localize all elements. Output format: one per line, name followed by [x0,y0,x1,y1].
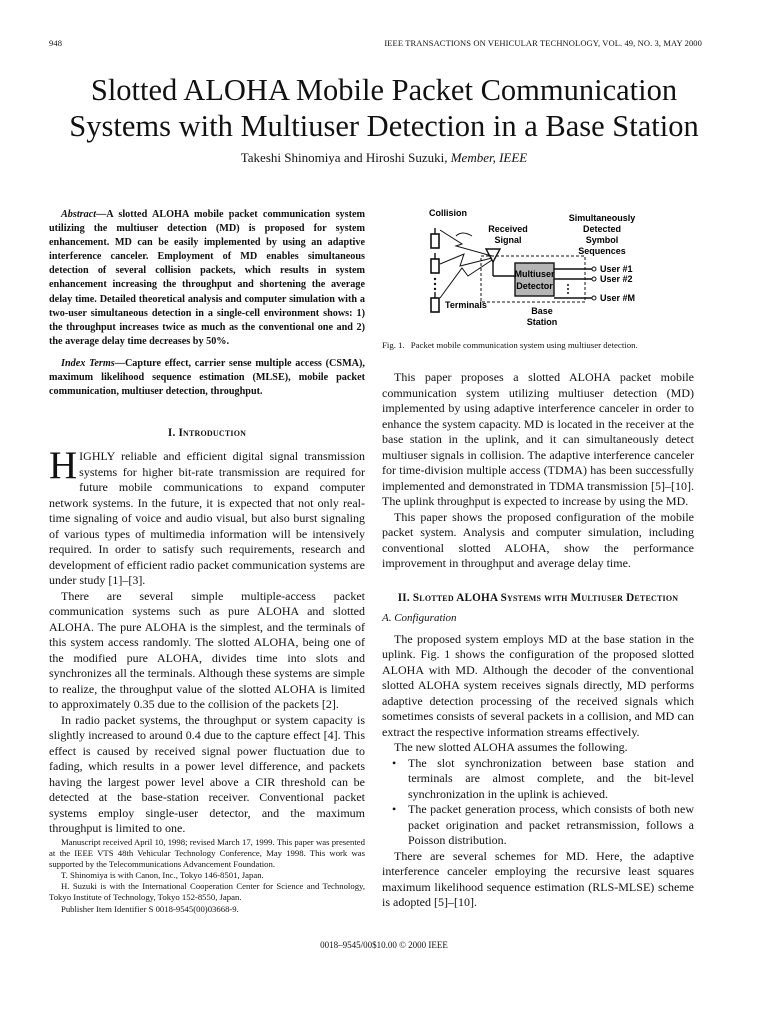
left-column [49,208,365,837]
intro-heading [49,427,365,439]
list-item [382,802,694,849]
footnote-author-2: H. Suzuki is with the International Cooperation Center for Science and Technology, Tokyo Institute of Technology, Tokyo 152-8550, Japan. [49,881,365,903]
output-terminal-icon [592,296,596,300]
bullet-icon: • [392,755,397,770]
ellipsis-dot-icon [434,278,436,280]
figure-1 [382,206,694,328]
journal-header: IEEE TRANSACTIONS ON VEHICULAR TECHNOLOGY, VOL. 49, NO. 3, MAY 2000 [384,38,702,48]
radio-wave-icon [440,260,492,298]
collision-label: Collision [429,208,467,218]
output-terminal-icon [592,267,596,271]
intro-heading-text: Introduction [178,427,247,440]
ellipsis-dot-icon [434,283,436,285]
signal-label: Signal [494,235,522,245]
terminals-label: Terminals [445,300,487,310]
bullet-icon: • [392,802,397,816]
copyright-footer: 0018–9545/00$10.00 © 2000 IEEE [320,940,448,950]
output-terminal-icon [592,277,596,281]
subsection-a-heading: A. Configuration [382,611,457,624]
ellipsis-dot-icon [567,288,569,290]
section-2-heading [382,592,694,604]
footnote-publisher-id: Publisher Item Identifier S 0018-9545(00)03668-9. [61,903,239,914]
authors [30,150,738,166]
intro-paragraph-2: There are several simple multiple-access packet communication systems such as pure ALOHA and slotted ALOHA. The pure ALOHA is the simplest, and the terminals of this system access randomly. The slotted ALOHA, being one of the modified pure ALOHA, divides time into slots and synchronizes all the terminals. Although these systems are simple to realize, the throughput value of the slotted ALOHA is limited to approximately 0.35 due to the collision of the packets [2]. [49,588,365,712]
intro-paragraph-5: This paper shows the proposed configuration of the mobile packet system. Analysis and computer simulation, including conventional slotted ALOHA, show the performance improvement in throughput and average delay time. [382,509,694,570]
config-paragraph-3: There are several schemes for MD. Here, the adaptive interference canceler employing the recursive least squares maximum likelihood sequence estimation (RLS-MLSE) scheme is adopted [5]–[10]. [382,848,694,909]
intro-heading-num: I. [167,427,176,440]
footnote-manuscript: Manuscript received April 10, 1998; revised March 17, 1999. This paper was presented at the IEEE VTS 48th Vehicular Technology Conference, May 1998. This work was supported by the Telecommunications Advancement Foundation. [49,837,365,870]
assumption-list [382,756,694,849]
intro-paragraph-3: In radio packet systems, the throughput or system capacity is slightly increased to around 0.4 due to the capture effect [4]. This effect is caused by received signal power fluctuation due to fading, which results in a power level difference, and packets having the largest power level above a CIR threshold can be detected at the base-station receiver. Conventional packet systems employ single-user detector, and the maximum throughput is limited to one. [49,712,365,836]
multiuser-label: Multiuser [514,269,555,279]
figure-caption-label: Fig. 1. [382,340,405,350]
figure-1-caption [382,340,694,350]
intro-paragraph-1-text: IGHLY reliable and efficient digital signal transmission systems for higher bit-rate transmission are required for future mobile communications to expand computer network systems. In the future, it is expected that not only real-time signaling of voice and audio visual, but also burst signaling of various types of multimedia information will be intensively required. In order to satisfy such requirements, research and development of efficient radio packet communication systems are under study [1]–[3]. [49,449,366,588]
config-paragraph-1: The proposed system employs MD at the base station in the uplink. Fig. 1 shows the configuration of the proposed slotted ALOHA with MD. Although the decoder of the conventional slotted ALOHA system receives signals directly, MD performs adaptive detection processing of the received signals which sometimes consists of several packets in a collision, and MD can extract the respective information streams effectively. [382,631,694,739]
ellipsis-dot-icon [567,292,569,294]
abstract-lead: Abstract [61,209,97,220]
radio-wave-icon [440,254,492,266]
index-terms-lead: Index Terms [61,357,115,369]
right-body [382,370,694,911]
ellipsis-dot-icon [434,288,436,290]
abstract-text: —A slotted ALOHA mobile packet communication system utilizing the multiuser detection (MD) is proposed for system enhancement. MD can be easily implemented by using an adaptive interference canceler. Employment of MD enables simultaneous detection of several collision packets, which results in system enhancement increasing the throughput and shortening the average delay time. Detailed theoretical analysis and computer simulation with a two-user simultaneous detection in a single-cell environment shows: 1) the throughput increases twice as much as the conventional one and 2) the average delay time decreases by 50%. [49,209,365,347]
collision-arrow-icon [456,233,472,236]
title-line-2: Systems with Multiuser Detection in a Base Station [69,109,699,143]
figure-caption-text: Packet mobile communication system using multiuser detection. [410,340,638,350]
multiuser-detector-box [515,263,554,296]
footnotes [49,837,365,915]
detected-label: Detected [582,224,622,234]
right-column [382,206,694,911]
user-2-label: User #2 [600,274,633,284]
section-2-num: II. [397,591,410,604]
footnote-author-1: T. Shinomiya is with Canon, Inc., Tokyo 146-8501, Japan. [61,870,264,881]
abstract [49,208,365,349]
paper-title [30,72,738,144]
user-1-label: User #1 [600,264,633,274]
author-names: Takeshi Shinomiya and Hiroshi Suzuki, [240,150,448,165]
drop-cap: H [49,444,78,488]
terminal-icon [431,234,439,248]
index-terms-text: —Capture effect, carrier sense multiple access (CSMA), maximum likelihood sequence estimation (MLSE), mobile packet communication, multiuser detection, throughput. [49,357,365,398]
figure-1-diagram [382,206,694,328]
config-paragraph-2: The new slotted ALOHA assumes the following. [394,740,628,754]
title-line-1: Slotted ALOHA Mobile Packet Communication [90,73,678,107]
terminal-icon [431,298,439,312]
list-item [382,756,694,803]
intro-paragraph-1 [49,444,366,589]
received-label: Received [488,224,528,234]
section-2-heading-text: Slotted ALOHA Systems with Multiuser Detection [412,591,679,604]
author-membership: Member, IEEE [450,150,528,165]
base-label: Base [531,306,553,316]
bullet-text: The slot synchronization between base station and terminals are almost complete, and the bit-level synchronization in the uplink is achieved. [408,755,694,801]
page-number: 948 [49,38,63,48]
symbol-label: Symbol [585,235,619,245]
bullet-text: The packet generation process, which consists of both new packet origination and packet retransmission, follows a Poisson distribution. [408,802,694,847]
terminal-icon [431,259,439,273]
user-m-label: User #M [600,293,636,303]
ellipsis-dot-icon [567,284,569,286]
intro-paragraph-4: This paper proposes a slotted ALOHA packet mobile communication system utilizing multiuser detection (MD) implemented by using adaptive interference canceler in order to enhance the system capacity. MD is located in the receiver at the base station in the uplink, and it can simultaneously detect multiuser signals in collision. The adaptive interference canceler for time-division multiple access (TDMA) has been successfully implemented and demonstrated in TDMA transmission [5]–[10]. The uplink throughput is expected to increase by using the MD. [382,370,694,508]
sequences-label: Sequences [578,246,626,256]
simultaneously-label: Simultaneously [568,213,636,223]
index-terms [49,357,365,399]
detector-label: Detector [516,281,553,291]
station-label: Station [526,317,558,327]
